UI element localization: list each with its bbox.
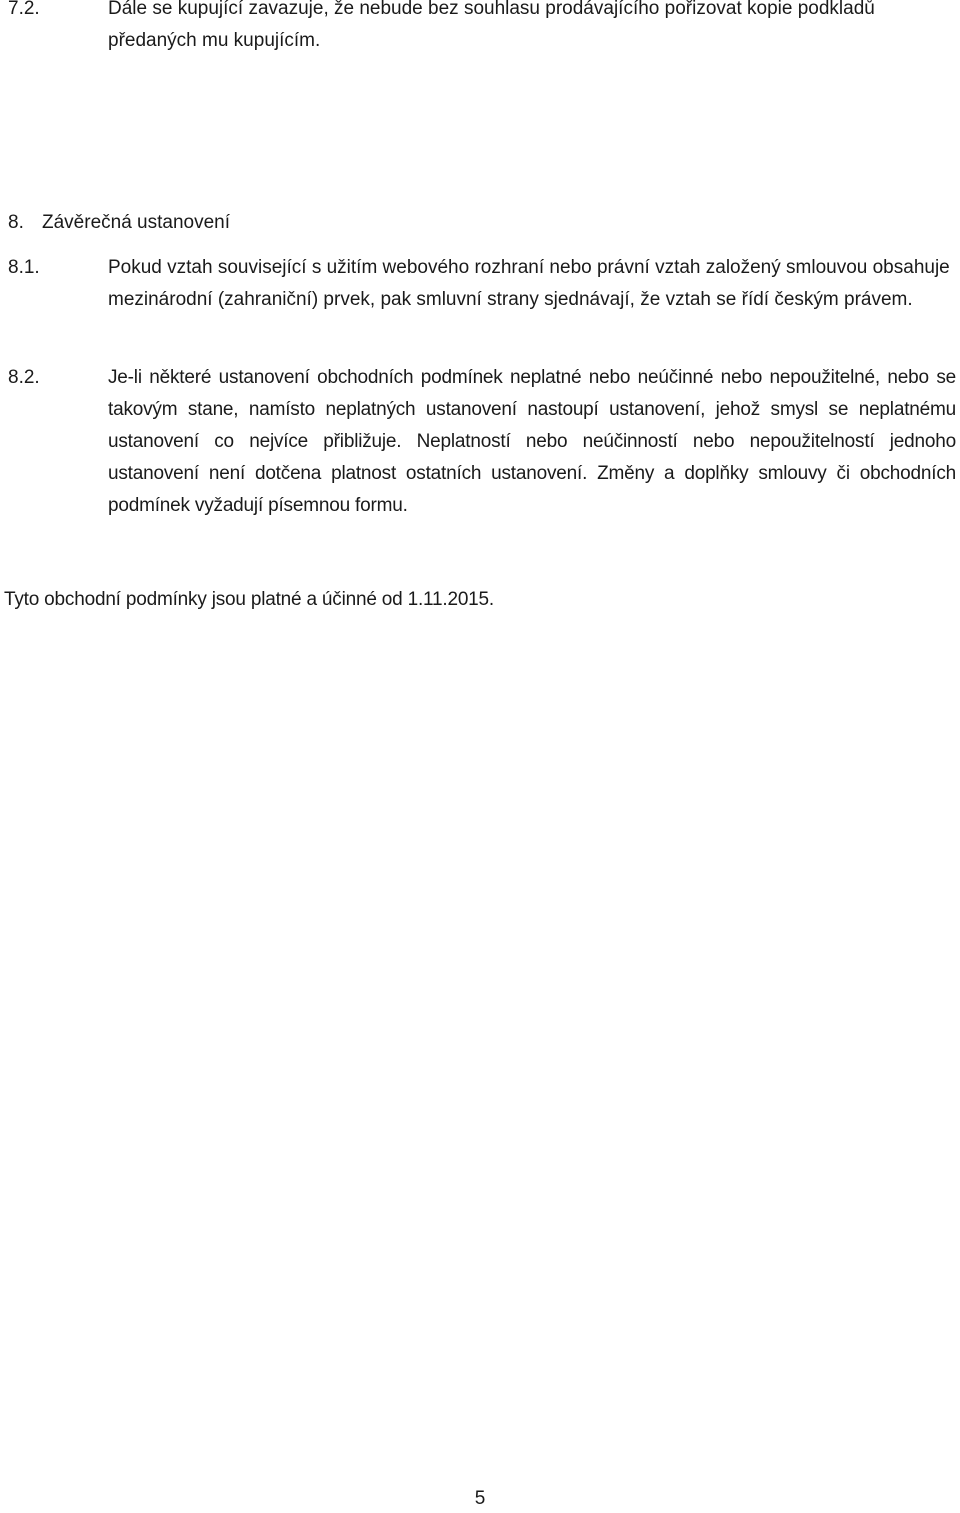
clause-number: 8.2. xyxy=(8,367,40,388)
closing-statement: Tyto obchodní podmínky jsou platné a účinné od 1.11.2015. xyxy=(4,589,494,610)
clause-text: Pokud vztah související s užitím webového rozhraní nebo právní vztah založený smlouvou obsahuje mezinárodní (zahraniční) prvek, pak smluvní strany sjednávají, že vztah se řídí českým právem. xyxy=(108,257,950,310)
section-number: 8. xyxy=(8,212,24,233)
section-title: Závěrečná ustanovení xyxy=(42,212,231,233)
clause-number: 7.2. xyxy=(8,0,40,19)
clause-text: Je-li některé ustanovení obchodních podmínek neplatné nebo neúčinné nebo nepoužitelné, nebo se takovým stane, namísto neplatných ustanovení nastoupí ustanovení, jehož smysl se neplatnému ustanovení co nejvíce přibližuje. Neplatností nebo neúčinností nebo nepoužitelností jednoho ustanovení není dotčena platnost ostatních ustanovení. Změny a doplňky smlouvy či obchodních podmínek vyžadují písemnou formu. xyxy=(108,367,956,516)
section-heading xyxy=(8,207,908,239)
clause-number: 8.1. xyxy=(8,257,40,278)
page-number: 5 xyxy=(474,1488,486,1509)
clause-text: Dále se kupující zavazuje, že nebude bez souhlasu prodávajícího pořizovat kopie podkladů předaných mu kupujícím. xyxy=(108,0,875,51)
